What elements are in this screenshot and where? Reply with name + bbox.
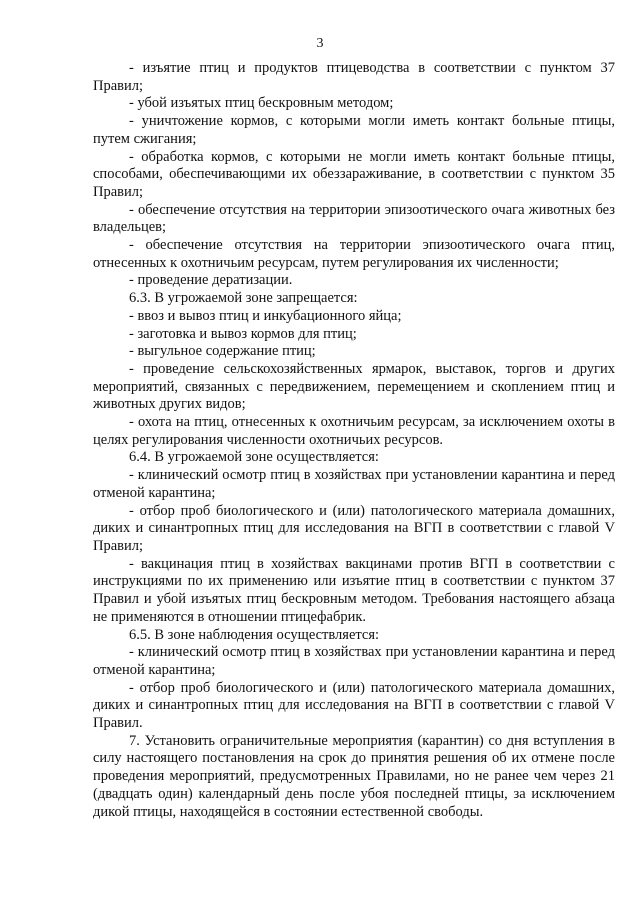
paragraph-16: - отбор проб биологического и (или) патологического материала домашних, диких и синантропных птиц для исследования на ВГП в соответствии с главой V Правил; bbox=[93, 502, 615, 554]
paragraph-15: - клинический осмотр птиц в хозяйствах при установлении карантина и перед отменой карантина; bbox=[93, 467, 615, 501]
paragraph-4: - обработка кормов, с которыми не могли иметь контакт больные птицы, способами, обеспечивающими их обеззараживание, в соответствии с пунктом 35 Правил; bbox=[93, 148, 615, 200]
section-7-paragraph: 7. Установить ограничительные мероприятия (карантин) со дня вступления в силу настоящего постановления на срок до принятия решения об их отмене после проведения мероприятий, предусмотренных Правилами, но не ранее чем через 21 (двадцать один) календарный день после убоя последней птицы, за исключением дикой птицы, находящейся в состоянии естественной свободы. bbox=[93, 732, 615, 820]
paragraph-5: - обеспечение отсутствия на территории эпизоотического очага животных без владельцев; bbox=[93, 201, 615, 236]
paragraph-10: - заготовка и вывоз кормов для птиц; bbox=[129, 325, 357, 342]
paragraph-7: - проведение дератизации. bbox=[129, 272, 293, 289]
paragraph-2: - убой изъятых птиц бескровным методом; bbox=[129, 95, 394, 112]
section-6-3-heading: 6.3. В угрожаемой зоне запрещается: bbox=[129, 290, 358, 307]
paragraph-11: - выгульное содержание птиц; bbox=[129, 343, 316, 360]
document-body bbox=[93, 60, 615, 821]
paragraph-1: - изъятие птиц и продуктов птицеводства в соответствии с пунктом 37 Правил; bbox=[93, 60, 615, 94]
section-6-4-heading: 6.4. В угрожаемой зоне осуществляется: bbox=[129, 449, 379, 466]
paragraph-12: - проведение сельскохозяйственных ярмарок, выставок, торгов и других мероприятий, связанных с передвижением, перемещением и скоплением птиц и животных других видов; bbox=[93, 360, 615, 413]
section-6-5-heading: 6.5. В зоне наблюдения осуществляется: bbox=[129, 626, 380, 643]
paragraph-20: - отбор проб биологического и (или) патологического материала домашних, диких и синантропных птиц для исследования на ВГП в соответствии с главой V Правил. bbox=[93, 679, 615, 732]
paragraph-6: - обеспечение отсутствия на территории эпизоотического очага птиц, отнесенных к охотничьим ресурсам, путем регулирования их численности; bbox=[93, 237, 615, 271]
paragraph-9: - ввоз и вывоз птиц и инкубационного яйца; bbox=[129, 307, 402, 324]
page-number: 3 bbox=[316, 36, 324, 51]
paragraph-13: - охота на птиц, отнесенных к охотничьим ресурсам, за исключением охоты в целях регулирования численности охотничьих ресурсов. bbox=[93, 414, 615, 448]
paragraph-3: - уничтожение кормов, с которыми могли иметь контакт больные птицы, путем сжигания; bbox=[93, 113, 615, 147]
paragraph-19: - клинический осмотр птиц в хозяйствах при установлении карантина и перед отменой карантина; bbox=[93, 644, 615, 678]
paragraph-17: - вакцинация птиц в хозяйствах вакцинами против ВГП в соответствии с инструкциями по их применению или изъятие птиц в соответствии с пунктом 37 Правил и убой изъятых птиц бескровным методом. Требования настоящего абзаца не применяются в отношении птицефабрик. bbox=[93, 555, 615, 625]
